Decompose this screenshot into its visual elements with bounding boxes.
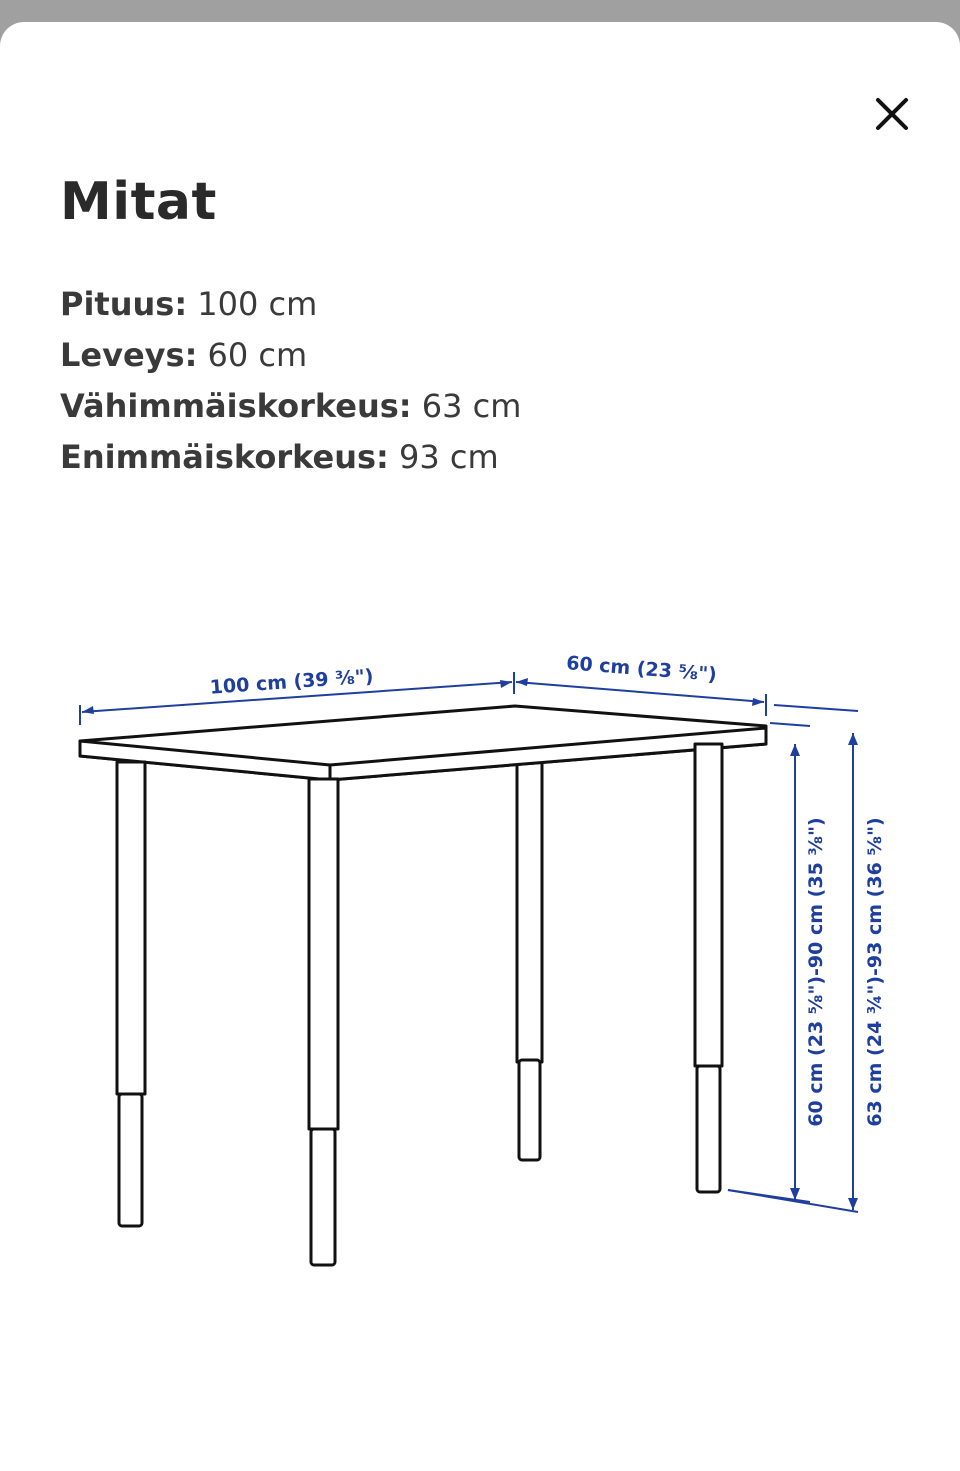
spec-value: 93 cm	[399, 438, 499, 476]
dimensions-sheet	[0, 22, 960, 1471]
spec-value: 100 cm	[197, 285, 318, 323]
spec-label: Leveys:	[60, 336, 198, 374]
spec-label: Enimmäiskorkeus:	[60, 438, 389, 476]
spec-length	[60, 282, 521, 333]
spec-label: Pituus:	[60, 285, 188, 323]
spec-value: 60 cm	[207, 336, 308, 374]
close-icon	[875, 97, 909, 131]
total-height-dimension-label: 63 cm (24 ¾")-93 cm (36 ⅝")	[864, 817, 886, 1127]
spec-min-height	[60, 384, 521, 435]
spec-max-height	[60, 435, 521, 486]
spec-width	[60, 333, 521, 384]
desk-illustration	[80, 706, 766, 1265]
length-dimension-label: 100 cm (39 ⅜")	[209, 665, 375, 699]
leg-height-dimension-label: 60 cm (23 ⅝")-90 cm (35 ⅜")	[805, 817, 827, 1127]
spec-label: Vähimmäiskorkeus:	[60, 387, 412, 425]
spec-value: 63 cm	[421, 387, 522, 425]
close-button[interactable]	[866, 88, 918, 140]
width-dimension-label: 60 cm (23 ⅝")	[565, 652, 718, 686]
desk-dimension-drawing	[0, 622, 960, 1342]
specs-list	[60, 282, 521, 486]
page-title: Mitat	[60, 172, 217, 232]
